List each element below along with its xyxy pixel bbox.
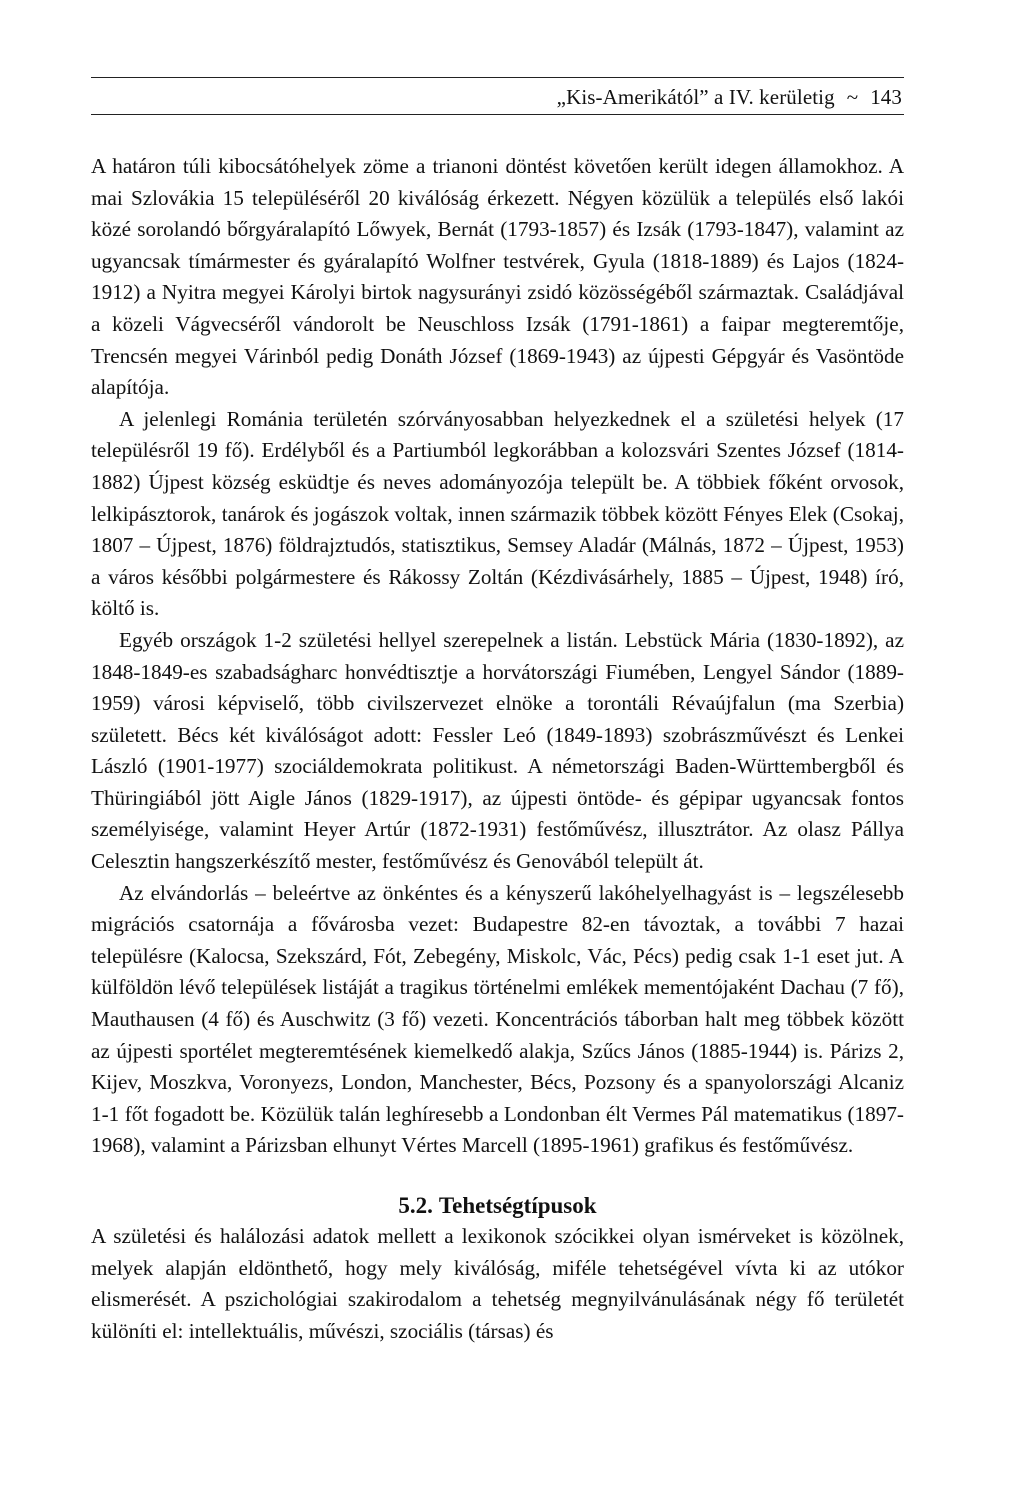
running-header (91, 77, 904, 115)
paragraph-1: A határon túli kibocsátóhelyek zöme a trianoni döntést követően került idegen államokhoz. A mai Szlovákia 15 településéről 20 kiválóság érkezett. Négyen közülük a település első lakói közé sorolandó bőrgyáralapító Lőwyek, Bernát (1793-1857) és Izsák (1793-1847), valamint az ugyancsak tímármester és gyáralapító Wolfner testvérek, Gyula (1818-1889) és Lajos (1824-1912) a Nyitra megyei Károlyi birtok nagysurányi zsidó közösségéből származtak. Családjával a közeli Vágvecséről vándorolt be Neuschloss Izsák (1791-1861) a faipar megteremtője, Trencsén megyei Várinból pedig Donáth József (1869-1943) az újpesti Gépgyár és Vasöntöde alapítója. (91, 154, 904, 400)
page-number: 143 (870, 85, 902, 109)
book-page (91, 70, 904, 1347)
section-text (91, 1221, 904, 1347)
section-paragraph: A születési és halálozási adatok mellett a lexikonok szócikkei olyan ismérveket is közölnek, melyek alapján eldönthető, hogy mely kiválóság, miféle tehetségével vívta ki az utókor elismerését. A pszichológiai szakirodalom a tehetség megnyilvánulásának négy fő területét különíti el: intellektuális, művészi, szociális (társas) és (91, 1224, 904, 1343)
paragraph-2: A jelenlegi Románia területén szórványosabban helyezkednek el a születési helyek (17 településről 19 fő). Erdélyből és a Partiumból legkorábban a kolozsvári Szentes József (1814-1882) Újpest község esküdtje és neves adományozója települt be. A többiek főként orvosok, lelkipásztorok, tanárok és jogászok voltak, innen származik többek között Fényes Elek (Csokaj, 1807 – Újpest, 1876) földrajztudós, statisztikus, Semsey Aladár (Málnás, 1872 – Újpest, 1953) a város későbbi polgármestere és Rákossy Zoltán (Kézdivásárhely, 1885 – Újpest, 1948) író, költő is. (91, 406, 904, 621)
section-heading (91, 1190, 904, 1221)
section-title: Tehetségtípusok (438, 1193, 597, 1218)
running-title: „Kis-Amerikától” a IV. kerületig (556, 85, 835, 109)
section-number: 5.2. (398, 1193, 433, 1218)
header-separator: ~ (846, 85, 859, 109)
paragraph-3: Egyéb országok 1-2 születési hellyel szerepelnek a listán. Lebstück Mária (1830-1892), az 1848-1849-es szabadságharc honvédtisztje a horvátországi Fiumében, Lengyel Sándor (1889-1959) városi képviselő, több civilszervezet elnöke a torontáli Révaújfalun (ma Szerbia) született. Bécs két kiválóságot adott: Fessler Leó (1849-1893) szobrászművészt és Lenkei László (1901-1977) szociáldemokrata politikust. A németországi Baden-Württembergből és Thüringiából jött Aigle János (1829-1917), az újpesti öntöde- és gépipar ugyancsak fontos személyisége, valamint Heyer Artúr (1872-1931) festőművész, illusztrátor. Az olasz Pállya Celesztin hangszerkészítő mester, festőművész és Genovából települt át. (91, 627, 904, 874)
paragraph-4: Az elvándorlás – beleértve az önkéntes és a kényszerű lakóhelyelhagyást is – legszélesebb migrációs csatornája a fővárosba vezet: Budapestre 82-en távoztak, a további 7 hazai településre (Kalocsa, Szekszárd, Fót, Zebegény, Miskolc, Vác, Pécs) pedig csak 1-1 eset jut. A külföldön lévő települések listáját a tragikus történelmi emlékek mementójaként Dachau (7 fő), Mauthausen (4 fő) és Auschwitz (3 fő) vezeti. Koncentrációs táborban halt meg többek között az újpesti sportélet megteremtésének kiemelkedő alakja, Szűcs János (1885-1944) is. Párizs 2, Kijev, Moszkva, Voronyezs, London, Manchester, Bécs, Pozsony és a spanyolországi Alcaniz 1-1 főt fogadott be. Közülük talán leghíresebb a Londonban élt Vermes Pál matematikus (1897-1968), valamint a Párizsban elhunyt Vértes Marcell (1895-1961) grafikus és festőművész. (91, 880, 904, 1158)
main-text (91, 151, 904, 1162)
